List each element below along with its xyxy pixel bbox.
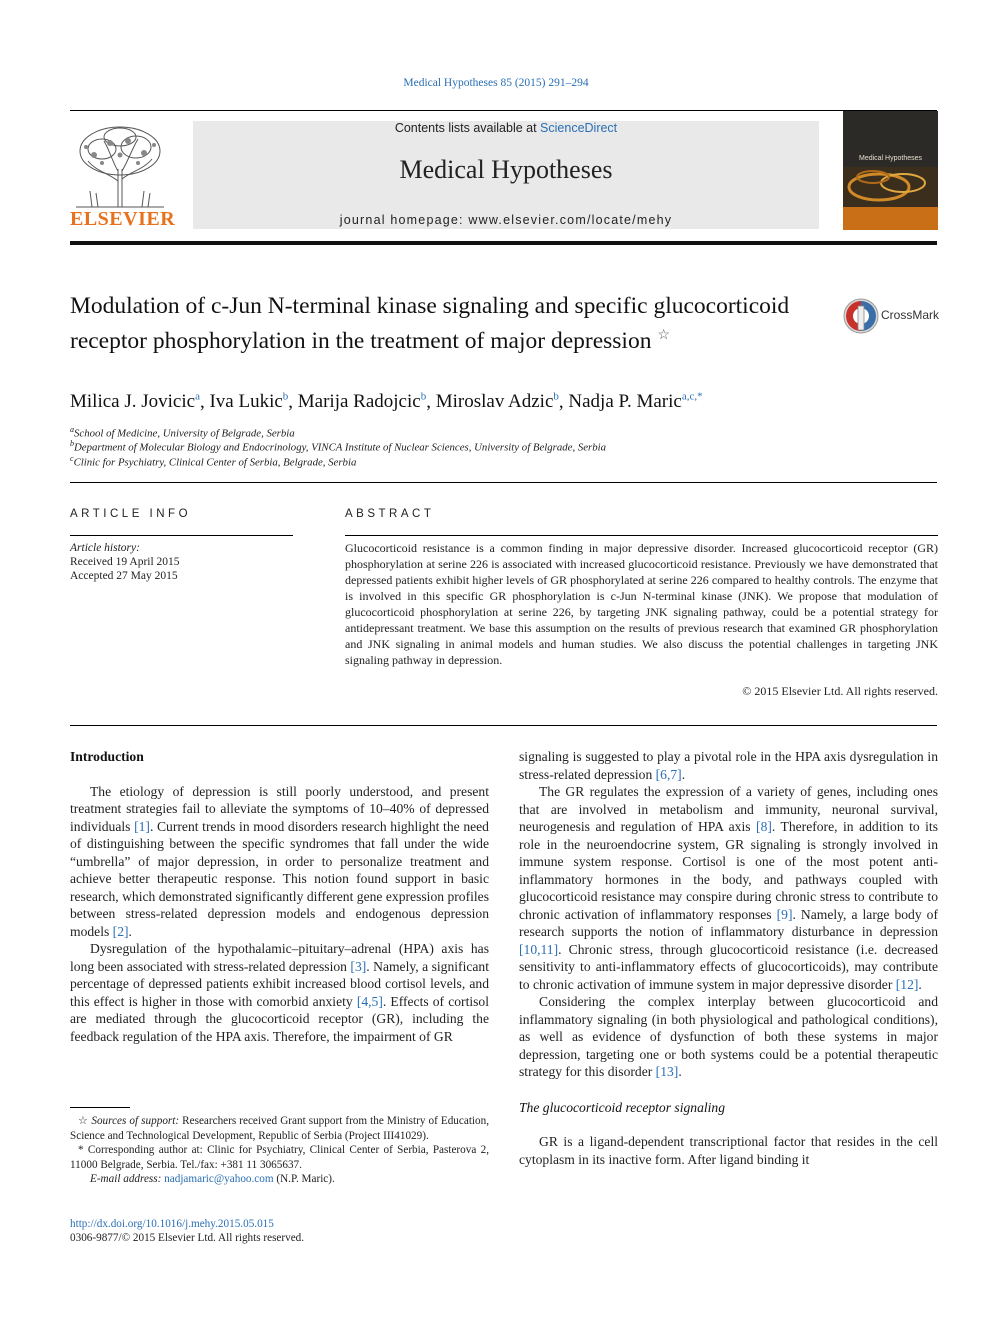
- citation-link[interactable]: [13]: [655, 1064, 679, 1079]
- affiliation-rule: [70, 482, 937, 483]
- abstract-rule: [345, 535, 938, 536]
- text-run: .: [918, 976, 922, 992]
- corresponding-footnote: [70, 1143, 489, 1172]
- history-label: Article history:: [70, 542, 140, 554]
- footnotes: [70, 1114, 489, 1187]
- text-run: . Namely, a significant percentage of depressed patients exhibit increased blood cortisol levels, and this effect is higher in those with comorbid anxiety: [70, 958, 489, 1009]
- introduction-heading: Introduction: [70, 749, 144, 764]
- homepage-line: [193, 213, 819, 227]
- journal-reference[interactable]: Medical Hypotheses 85 (2015) 291–294: [403, 77, 589, 89]
- footnote-star-icon: ☆: [78, 1115, 92, 1127]
- homepage-url[interactable]: www.elsevier.com/locate/mehy: [468, 213, 673, 227]
- text-run: . Chronic stress, through glucocorticoid resistance (i.e. decreased sensitivity to anti-inflammatory effects of glucocorticoids), may contribute to chronic activation of immune system in major depressive disorder: [519, 941, 938, 992]
- article-history: [70, 541, 180, 583]
- footnote-rule: [70, 1107, 130, 1108]
- text-run: Dysregulation of the hypothalamic–pituitary–adrenal (HPA) axis has long been associated with stress-related depression: [70, 941, 489, 974]
- header-top-rule: [70, 110, 937, 111]
- affiliation-text: School of Medicine, University of Belgrade, Serbia: [74, 427, 295, 440]
- author-list: Milica J. Jovicic$^a$, Iva Lukic$^b$, Marija Radojcic$^b$, Miroslav Adzic$^b$, Nadja P. Maric$^{a,c,*}$: [70, 391, 703, 413]
- citation-link[interactable]: [1]: [134, 818, 150, 834]
- cover-artwork: [843, 111, 938, 230]
- citation-link[interactable]: [4,5]: [356, 993, 383, 1009]
- affiliation-sup: c: [70, 454, 74, 463]
- author-affil-sup[interactable]: b: [553, 391, 559, 403]
- citation-link[interactable]: [9]: [776, 906, 793, 922]
- issn-line: 0306-9877/© 2015 Elsevier Ltd. All rights reserved.: [70, 1232, 305, 1244]
- body-paragraph: [519, 748, 938, 783]
- author-affil-sup[interactable]: a,c,*: [681, 391, 703, 403]
- doi-text[interactable]: http://dx.doi.org/10.1016/j.mehy.2015.05.015: [70, 1218, 274, 1230]
- text-run: The etiology of depression is still poorly understood, and present treatment strategies fail to alleviate the symptoms of 10–40% of depressed individuals: [70, 783, 489, 834]
- affiliation: [70, 439, 606, 454]
- text-run: .: [681, 766, 686, 782]
- text-run: signaling is suggested to play a pivotal role in the HPA axis dysregulation in stress-related depression: [519, 749, 938, 782]
- author-name: Miroslav Adzic: [435, 391, 554, 413]
- affiliation-sup: b: [70, 439, 74, 448]
- text-run: The GR regulates the expression of a variety of genes, including ones that are involved in metabolism and immunity, neuronal survival, neurogenesis and regulation of HPA axis: [519, 784, 938, 834]
- author-affil-sup[interactable]: b: [282, 391, 289, 403]
- author-name: Iva Lukic: [209, 391, 283, 413]
- body-paragraph: GR is a ligand-dependent transcriptional factor that resides in the cell cytoplasm in its inactive form. After ligand binding it: [519, 1134, 938, 1167]
- citation-link[interactable]: [3]: [350, 958, 367, 974]
- body-paragraph: [519, 783, 938, 993]
- cover-title: Medical Hypotheses: [858, 155, 923, 162]
- journal-banner: [193, 121, 819, 229]
- text-run: . Therefore, in addition to its role in the neuroendocrine system, GR signaling is strongly involved in immune system response. Cortisol is one of the most potent anti-inflammatory hormones in the body, and pathways coupled with glucocorticoid resistance may conspire during chronic stress to contribute to chronic activation of inflammatory responses: [519, 819, 939, 922]
- citation-link[interactable]: [8]: [756, 819, 772, 834]
- support-label: Sources of support:: [91, 1115, 180, 1127]
- affiliation: [70, 425, 295, 440]
- author: [209, 391, 288, 412]
- body-column-left: [70, 748, 489, 1045]
- text-run: .: [128, 923, 132, 939]
- elsevier-logo: [70, 121, 176, 231]
- citation-link[interactable]: [6,7]: [655, 766, 682, 782]
- crossmark-badge[interactable]: [843, 298, 943, 334]
- doi-link[interactable]: [70, 1217, 274, 1232]
- article-title: [70, 292, 800, 356]
- header-bottom-rule: [70, 241, 937, 245]
- homepage-prefix: journal homepage:: [339, 213, 469, 227]
- article-info-rule: [70, 535, 293, 536]
- text-run: . Effects of cortisol are mediated through the glucocorticoid receptor (GR), including the feedback regulation of the HPA axis. Therefore, the impairment of GR: [70, 993, 489, 1044]
- email-link[interactable]: nadjamaric@yahoo.com: [164, 1173, 274, 1185]
- accepted-date: Accepted 27 May 2015: [70, 570, 178, 582]
- text-run: . Namely, a large body of research supports the notion of inflammatory disturbance in depression: [519, 906, 938, 939]
- affiliation-sup: a: [70, 425, 74, 434]
- citation-link[interactable]: [2]: [112, 923, 129, 939]
- contents-line: [193, 121, 819, 135]
- email-label: E-mail address:: [90, 1173, 162, 1185]
- author: [298, 391, 426, 412]
- citation-link[interactable]: [10,11]: [519, 941, 559, 957]
- text-run: Considering the complex interplay between glucocorticoid and inflammatory signaling (in both physiological and pathological conditions), as well as evidence of dysfunction of both these systems in major depression, targeting one or both systems could be a potential therapeutic strategy for this disorder: [519, 994, 938, 1079]
- sciencedirect-link[interactable]: ScienceDirect: [540, 121, 618, 135]
- support-text: Researchers received Grant support from the Ministry of Education, Science and Technological Development, Republic of Serbia (Project III41029).: [70, 1115, 490, 1142]
- title-footnote-star[interactable]: ☆: [657, 328, 670, 343]
- body-paragraph: [519, 993, 938, 1081]
- affiliation: [70, 454, 356, 469]
- abstract-bottom-rule: [70, 725, 937, 726]
- author-name: Milica J. Jovicic: [70, 391, 196, 413]
- author: [436, 391, 559, 412]
- crossmark-icon: [843, 298, 879, 334]
- contents-prefix: Contents lists available at: [394, 121, 541, 135]
- author: [568, 391, 702, 412]
- article-title-text: Modulation of c-Jun N-terminal kinase signaling and specific glucocorticoid receptor phosphorylation in the treatment of major depression: [70, 293, 790, 354]
- affiliation-text: Clinic for Psychiatry, Clinical Center of Serbia, Belgrade, Serbia: [73, 456, 357, 469]
- elsevier-wordmark: ELSEVIER: [70, 208, 176, 230]
- author-name: Marija Radojcic: [297, 391, 421, 413]
- abstract-copyright: © 2015 Elsevier Ltd. All rights reserved.: [742, 684, 938, 698]
- author: [70, 391, 200, 412]
- body-column-right: [519, 748, 938, 1168]
- abstract-heading: ABSTRACT: [345, 508, 435, 520]
- crossmark-label: CrossMark: [881, 308, 940, 322]
- body-paragraph: [70, 940, 489, 1045]
- email-suffix: (N.P. Maric).: [273, 1173, 335, 1185]
- text-run: .: [678, 1064, 682, 1079]
- email-footnote: [70, 1172, 489, 1187]
- article-info-heading: ARTICLE INFO: [70, 508, 192, 520]
- elsevier-tree-icon: [70, 121, 170, 209]
- abstract-text: Glucocorticoid resistance is a common finding in major depressive disorder. Increased glucocorticoid receptor (GR) phosphorylation at serine 226 is associated with increased glucocorticoid resistance. Previously we have demonstrated that depressed patients exhibit higher levels of GR phosphorylated at serine 226 compared to healthy controls. The enzyme that is involved in this specific GR phosphorylation is c-Jun N-terminal kinase (JNK). We propose that modulation of glucocorticoid phosphorylation at serine 226, by targeting JNK signaling pathway, could be a potential strategy for antidepressant treatment. We base this assumption on the results of previous research that examined GR phosphorylation and JNK signaling in animal models and human studies. We also discuss the potential challenges in targeting JNK signaling pathway in depression.: [345, 541, 938, 667]
- citation-link[interactable]: [12]: [895, 976, 919, 992]
- corresponding-text: Corresponding author at: Clinic for Psychiatry, Clinical Center of Serbia, Pasterova 2, 11000 Belgrade, Serbia. Tel./fax: +381 11 3065637.: [70, 1144, 490, 1171]
- text-run: . Current trends in mood disorders research highlight the need of distinguishing between the specific syndromes that fall under the wide “umbrella” of major depression, in order to personalize treatment and achieve better therapeutic response. This notion found support in basic research, which demonstrated significantly different gene expression profiles between stress-related depression models and endogenous depression models: [70, 818, 489, 939]
- author-name: Nadja P. Maric: [568, 391, 682, 413]
- gr-section-heading: The glucocorticoid receptor signaling: [519, 1099, 726, 1115]
- affiliation-text: Department of Molecular Biology and Endocrinology, VINCA Institute of Nuclear Sciences, University of Belgrade, Serbia: [74, 441, 607, 454]
- body-paragraph: [70, 783, 489, 941]
- footnote-asterisk: *: [78, 1144, 88, 1156]
- received-date: Received 19 April 2015: [70, 556, 180, 568]
- journal-title: Medical Hypotheses: [399, 155, 613, 184]
- support-footnote: [70, 1114, 489, 1143]
- author-affil-sup[interactable]: b: [420, 391, 427, 403]
- journal-cover[interactable]: [843, 111, 938, 230]
- author-affil-sup[interactable]: a: [195, 391, 200, 403]
